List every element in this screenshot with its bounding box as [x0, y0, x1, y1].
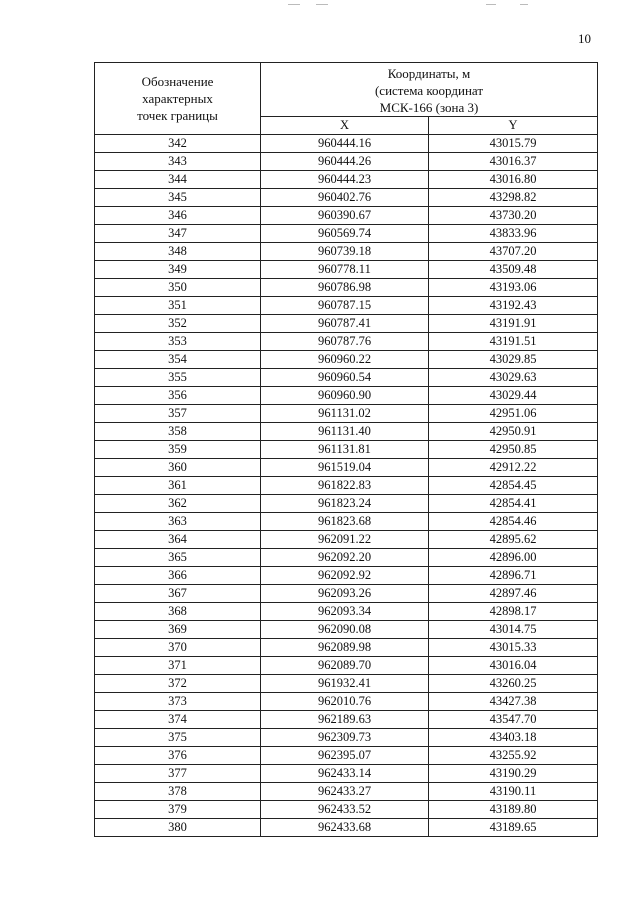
point-id-cell: 343	[95, 153, 261, 171]
table-row	[95, 153, 598, 171]
y-coordinate-cell: 43015.79	[429, 135, 598, 153]
table-row	[95, 441, 598, 459]
y-coordinate-cell: 42898.17	[429, 603, 598, 621]
point-id-cell: 364	[95, 531, 261, 549]
page-number: 10	[578, 31, 591, 46]
coordinates-header-line: Координаты, м	[387, 66, 471, 81]
table-row	[95, 675, 598, 693]
x-coordinate-cell: 962433.68	[261, 819, 429, 837]
x-coordinate-cell: 962091.22	[261, 531, 429, 549]
point-id-cell: 377	[95, 765, 261, 783]
x-coordinate-cell: 962309.73	[261, 729, 429, 747]
y-coordinate-cell: 42912.22	[429, 459, 598, 477]
x-coordinate-cell: 961822.83	[261, 477, 429, 495]
x-coordinate-cell: 960960.90	[261, 387, 429, 405]
y-coordinate-cell: 43015.33	[429, 639, 598, 657]
x-coordinate-cell: 960444.23	[261, 171, 429, 189]
y-coordinate-cell: 43509.48	[429, 261, 598, 279]
table-row	[95, 531, 598, 549]
point-id-cell: 375	[95, 729, 261, 747]
y-coordinate-cell: 42896.71	[429, 567, 598, 585]
y-coordinate-cell: 43193.06	[429, 279, 598, 297]
table-row	[95, 585, 598, 603]
table-row	[95, 315, 598, 333]
point-id-cell: 351	[95, 297, 261, 315]
x-coordinate-cell: 960787.41	[261, 315, 429, 333]
table-row	[95, 225, 598, 243]
table-row	[95, 639, 598, 657]
point-id-cell: 349	[95, 261, 261, 279]
y-coordinate-cell: 43014.75	[429, 621, 598, 639]
x-coordinate-cell: 960390.67	[261, 207, 429, 225]
x-coordinate-cell: 960960.54	[261, 369, 429, 387]
y-coordinate-cell: 43298.82	[429, 189, 598, 207]
point-id-cell: 373	[95, 693, 261, 711]
point-id-cell: 348	[95, 243, 261, 261]
table-row	[95, 765, 598, 783]
table-row	[95, 405, 598, 423]
x-coordinate-cell: 960778.11	[261, 261, 429, 279]
point-id-cell: 365	[95, 549, 261, 567]
x-coordinate-cell: 960786.98	[261, 279, 429, 297]
y-coordinate-cell: 43190.29	[429, 765, 598, 783]
table-row	[95, 693, 598, 711]
point-id-cell: 344	[95, 171, 261, 189]
point-label-header-line: Обозначение	[141, 74, 214, 89]
point-id-cell: 378	[95, 783, 261, 801]
x-coordinate-cell: 960739.18	[261, 243, 429, 261]
x-coordinate-cell: 962092.92	[261, 567, 429, 585]
x-coordinate-cell: 961131.02	[261, 405, 429, 423]
table-row	[95, 801, 598, 819]
point-id-cell: 366	[95, 567, 261, 585]
point-id-cell: 370	[95, 639, 261, 657]
point-id-cell: 369	[95, 621, 261, 639]
coordinates-header-line: (система координат	[374, 83, 484, 98]
y-coordinate-cell: 43547.70	[429, 711, 598, 729]
table-row	[95, 747, 598, 765]
y-coordinate-cell: 42854.46	[429, 513, 598, 531]
x-coordinate-cell: 961131.81	[261, 441, 429, 459]
table-row	[95, 549, 598, 567]
table-row	[95, 729, 598, 747]
table-row	[95, 243, 598, 261]
point-id-cell: 354	[95, 351, 261, 369]
x-coordinate-cell: 960569.74	[261, 225, 429, 243]
point-id-cell: 380	[95, 819, 261, 837]
y-coordinate-cell: 43730.20	[429, 207, 598, 225]
table-row	[95, 171, 598, 189]
table-row	[95, 207, 598, 225]
y-coordinate-cell: 43191.91	[429, 315, 598, 333]
y-coordinate-cell: 42951.06	[429, 405, 598, 423]
y-coordinate-cell: 42897.46	[429, 585, 598, 603]
point-id-cell: 374	[95, 711, 261, 729]
table-row	[95, 135, 598, 153]
table-row	[95, 261, 598, 279]
y-coordinate-cell: 43260.25	[429, 675, 598, 693]
scan-artifacts	[0, 0, 640, 10]
x-coordinate-cell: 962089.70	[261, 657, 429, 675]
point-id-cell: 363	[95, 513, 261, 531]
point-id-cell: 346	[95, 207, 261, 225]
y-coordinate-cell: 43029.63	[429, 369, 598, 387]
x-coordinate-cell: 960787.76	[261, 333, 429, 351]
table-row	[95, 711, 598, 729]
table-row	[95, 387, 598, 405]
table-body	[95, 135, 598, 837]
x-coordinate-cell: 960444.16	[261, 135, 429, 153]
y-coordinate-cell: 43029.44	[429, 387, 598, 405]
y-coordinate-cell: 43707.20	[429, 243, 598, 261]
x-coordinate-cell: 962093.26	[261, 585, 429, 603]
x-coordinate-cell: 962433.14	[261, 765, 429, 783]
y-coordinate-cell: 43016.37	[429, 153, 598, 171]
table-row	[95, 567, 598, 585]
y-coordinate-cell: 43190.11	[429, 783, 598, 801]
point-id-cell: 357	[95, 405, 261, 423]
table-row	[95, 459, 598, 477]
y-coordinate-cell: 42896.00	[429, 549, 598, 567]
y-coordinate-cell: 43016.80	[429, 171, 598, 189]
point-label-header-line: точек границы	[137, 108, 218, 123]
x-coordinate-cell: 961131.40	[261, 423, 429, 441]
point-id-cell: 367	[95, 585, 261, 603]
point-id-cell: 352	[95, 315, 261, 333]
table-row	[95, 333, 598, 351]
point-id-cell: 358	[95, 423, 261, 441]
table-row	[95, 621, 598, 639]
point-id-cell: 376	[95, 747, 261, 765]
table-row	[95, 495, 598, 513]
x-coordinate-cell: 961932.41	[261, 675, 429, 693]
x-coordinate-cell: 962093.34	[261, 603, 429, 621]
y-coordinate-cell: 43255.92	[429, 747, 598, 765]
x-column-header: X	[261, 117, 429, 135]
coordinates-table	[94, 62, 598, 837]
table-row	[95, 819, 598, 837]
x-coordinate-cell: 962090.08	[261, 621, 429, 639]
y-coordinate-cell: 42950.91	[429, 423, 598, 441]
y-coordinate-cell: 43016.04	[429, 657, 598, 675]
y-coordinate-cell: 43192.43	[429, 297, 598, 315]
y-coordinate-cell: 43427.38	[429, 693, 598, 711]
point-id-cell: 353	[95, 333, 261, 351]
point-id-cell: 368	[95, 603, 261, 621]
y-coordinate-cell: 42854.45	[429, 477, 598, 495]
table-row	[95, 297, 598, 315]
table-row	[95, 351, 598, 369]
x-coordinate-cell: 960402.76	[261, 189, 429, 207]
y-coordinate-cell: 42854.41	[429, 495, 598, 513]
x-coordinate-cell: 962189.63	[261, 711, 429, 729]
y-coordinate-cell: 43833.96	[429, 225, 598, 243]
point-id-cell: 356	[95, 387, 261, 405]
y-coordinate-cell: 43029.85	[429, 351, 598, 369]
point-id-cell: 371	[95, 657, 261, 675]
coordinates-header-line: МСК-166 (зона 3)	[379, 100, 479, 115]
point-id-cell: 362	[95, 495, 261, 513]
x-coordinate-cell: 960787.15	[261, 297, 429, 315]
x-coordinate-cell: 960444.26	[261, 153, 429, 171]
point-id-cell: 379	[95, 801, 261, 819]
table-row	[95, 603, 598, 621]
x-coordinate-cell: 962089.98	[261, 639, 429, 657]
point-label-header	[95, 63, 261, 135]
table-header	[95, 63, 598, 135]
point-id-cell: 372	[95, 675, 261, 693]
point-id-cell: 345	[95, 189, 261, 207]
table-row	[95, 657, 598, 675]
coordinates-header	[261, 63, 598, 117]
y-coordinate-cell: 43189.80	[429, 801, 598, 819]
table-row	[95, 477, 598, 495]
point-id-cell: 360	[95, 459, 261, 477]
y-coordinate-cell: 42950.85	[429, 441, 598, 459]
x-coordinate-cell: 960960.22	[261, 351, 429, 369]
point-id-cell: 347	[95, 225, 261, 243]
y-coordinate-cell: 42895.62	[429, 531, 598, 549]
x-coordinate-cell: 962092.20	[261, 549, 429, 567]
table-row	[95, 783, 598, 801]
x-coordinate-cell: 962395.07	[261, 747, 429, 765]
x-coordinate-cell: 962010.76	[261, 693, 429, 711]
point-id-cell: 350	[95, 279, 261, 297]
y-coordinate-cell: 43189.65	[429, 819, 598, 837]
point-id-cell: 359	[95, 441, 261, 459]
point-id-cell: 361	[95, 477, 261, 495]
point-label-header-line: характерных	[142, 91, 213, 106]
y-coordinate-cell: 43191.51	[429, 333, 598, 351]
x-coordinate-cell: 961823.68	[261, 513, 429, 531]
table-row	[95, 369, 598, 387]
y-column-header: Y	[429, 117, 598, 135]
table-row	[95, 279, 598, 297]
point-id-cell: 342	[95, 135, 261, 153]
x-coordinate-cell: 962433.27	[261, 783, 429, 801]
table-row	[95, 189, 598, 207]
x-coordinate-cell: 961823.24	[261, 495, 429, 513]
table-row	[95, 513, 598, 531]
point-id-cell: 355	[95, 369, 261, 387]
x-coordinate-cell: 962433.52	[261, 801, 429, 819]
y-coordinate-cell: 43403.18	[429, 729, 598, 747]
x-coordinate-cell: 961519.04	[261, 459, 429, 477]
table-row	[95, 423, 598, 441]
